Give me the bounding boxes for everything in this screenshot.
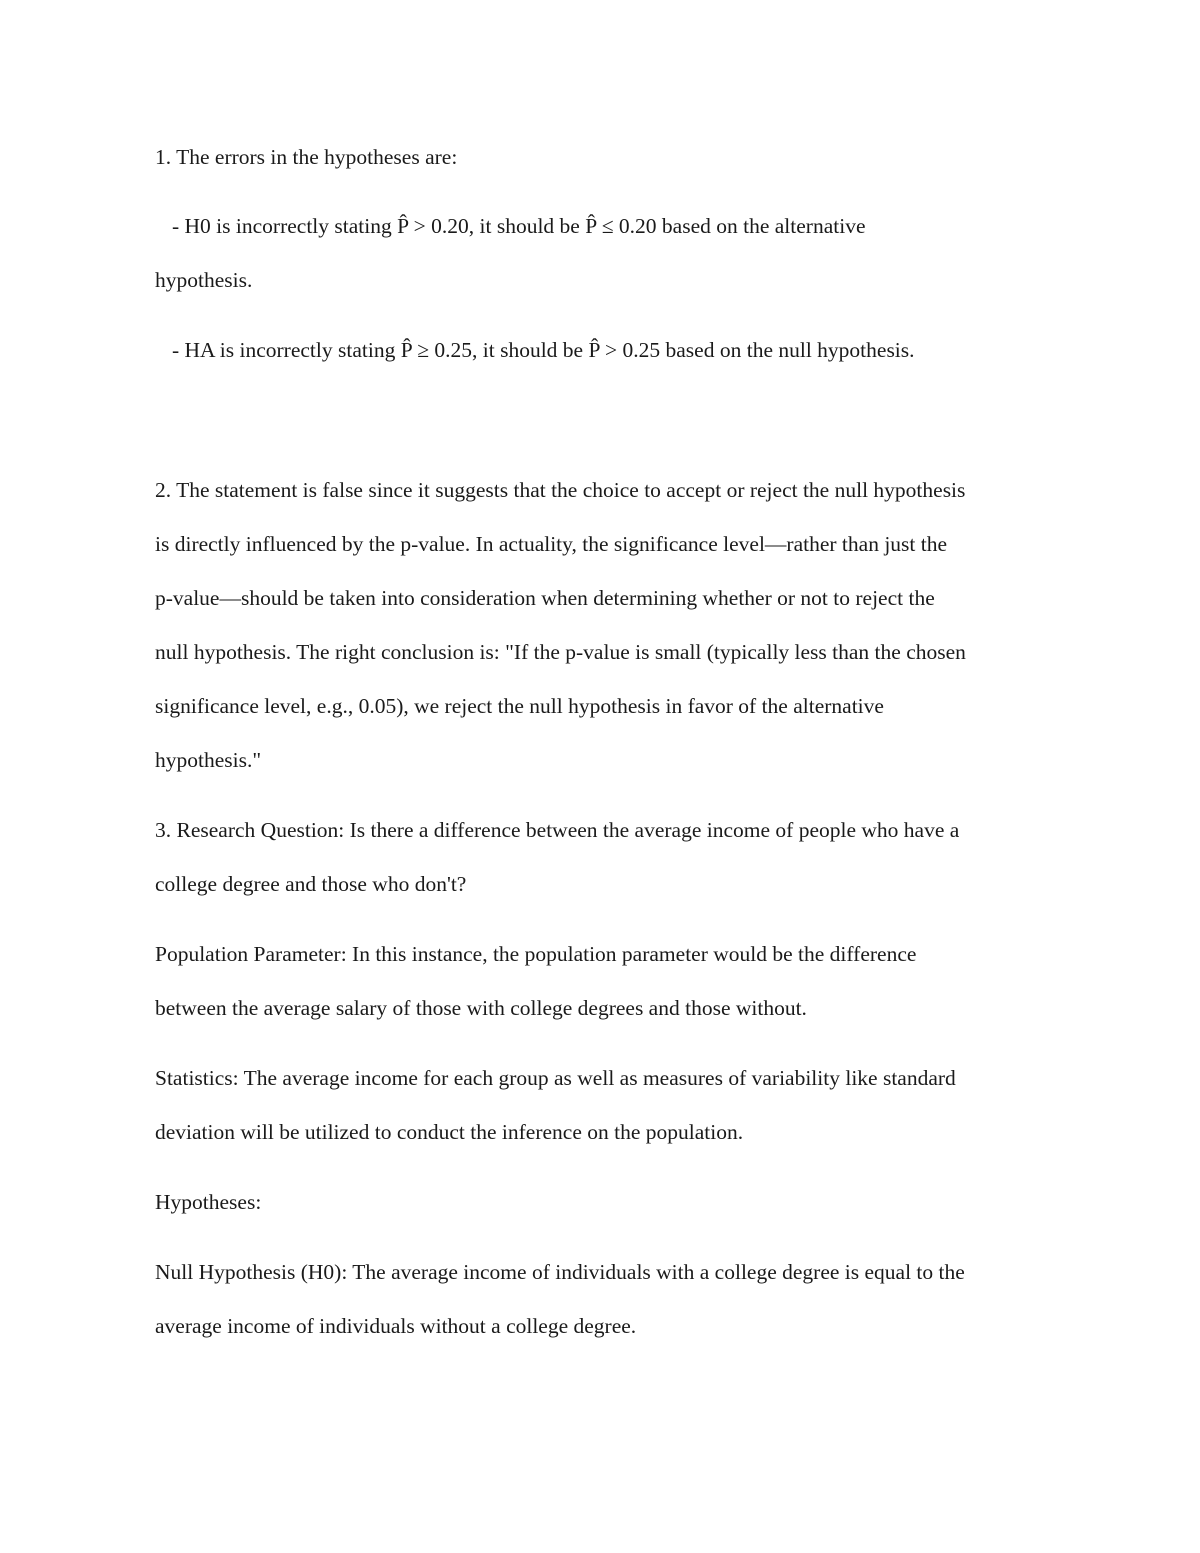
q3-statistics-line: Statistics: The average income for each group as well as measures of variability like standard: [155, 1066, 956, 1090]
q3-population-parameter-line: between the average salary of those with college degrees and those without.: [155, 996, 807, 1020]
q3-hypotheses-heading: Hypotheses:: [155, 1190, 262, 1214]
q2-line: 2. The statement is false since it suggests that the choice to accept or reject the null hypothesis: [155, 478, 966, 502]
q2-line: hypothesis.": [155, 748, 262, 772]
q1-h0-error-line2: hypothesis.: [155, 268, 253, 292]
q1-intro: 1. The errors in the hypotheses are:: [155, 145, 458, 169]
q2-line: is directly influenced by the p-value. In actuality, the significance level—rather than just the: [155, 532, 948, 556]
q3-research-question-line: college degree and those who don't?: [155, 872, 467, 896]
q3-null-hypothesis-line: average income of individuals without a college degree.: [155, 1314, 637, 1338]
q2-line: null hypothesis. The right conclusion is: "If the p-value is small (typically less than the chosen: [155, 640, 966, 664]
q3-statistics-line: deviation will be utilized to conduct the inference on the population.: [155, 1120, 744, 1144]
q3-population-parameter-line: Population Parameter: In this instance, the population parameter would be the difference: [155, 942, 917, 966]
q1-h0-error-line1: - H0 is incorrectly stating P̂ > 0.20, it should be P̂ ≤ 0.20 based on the alternative: [172, 214, 866, 238]
q1-ha-error: - HA is incorrectly stating P̂ ≥ 0.25, it should be P̂ > 0.25 based on the null hypothesis.: [172, 338, 915, 362]
q2-line: significance level, e.g., 0.05), we reject the null hypothesis in favor of the alternative: [155, 694, 884, 718]
q3-null-hypothesis-line: Null Hypothesis (H0): The average income of individuals with a college degree is equal to the: [155, 1260, 965, 1284]
q3-research-question-line: 3. Research Question: Is there a difference between the average income of people who have a: [155, 818, 960, 842]
q2-line: p-value—should be taken into consideration when determining whether or not to reject the: [155, 586, 935, 610]
